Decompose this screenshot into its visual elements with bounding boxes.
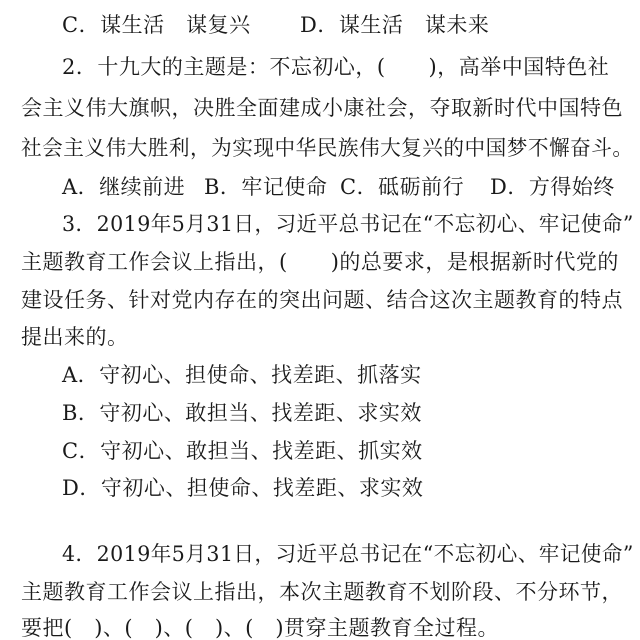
q4-stem-line-3: 要把( )、( )、( )、( )贯穿主题教育全过程。: [21, 616, 500, 640]
q2-stem-line-1: 2．十九大的主题是：不忘初心，( )，高举中国特色社: [62, 55, 610, 79]
q1-option-d: D．谋生活 谋未来: [300, 13, 490, 37]
q2-option-b: B．牢记使命: [204, 175, 328, 199]
q2-option-a: A．继续前进: [62, 175, 186, 199]
q2-options-row: [62, 173, 615, 201]
q3-stem-line-4: 提出来的。: [21, 325, 129, 349]
q3-stem-line-1: 3．2019年5月31日，习近平总书记在“不忘初心、牢记使命”: [62, 212, 634, 236]
q2-stem-line-3: 社会主义伟大胜利，为实现中华民族伟大复兴的中国梦不懈奋斗。: [21, 136, 634, 160]
q4-stem-line-1: 4．2019年5月31日，习近平总书记在“不忘初心、牢记使命”: [62, 542, 634, 566]
q3-stem-line-2: 主题教育工作会议上指出，( )的总要求，是根据新时代党的: [21, 250, 619, 274]
q2-option-c: C．砥砺前行: [340, 175, 465, 199]
q1-option-c: C．谋生活 谋复兴: [62, 13, 251, 37]
q3-option-d: D．守初心、担使命、找差距、求实效: [62, 476, 424, 500]
q1-options-row: [62, 11, 490, 39]
q3-option-c: C．守初心、敢担当、找差距、抓实效: [62, 439, 423, 463]
q4-stem-line-2: 主题教育工作会议上指出，本次主题教育不划阶段、不分环节，: [21, 580, 623, 604]
q3-stem-line-3: 建设任务、针对党内存在的突出问题、结合这次主题教育的特点: [21, 288, 623, 312]
q3-option-a: A．守初心、担使命、找差距、抓落实: [62, 363, 422, 387]
q2-option-d: D．方得始终: [490, 175, 615, 199]
q2-stem-line-2: 会主义伟大旗帜，决胜全面建成小康社会，夺取新时代中国特色: [21, 96, 623, 120]
q3-option-b: B．守初心、敢担当、找差距、求实效: [62, 401, 422, 425]
